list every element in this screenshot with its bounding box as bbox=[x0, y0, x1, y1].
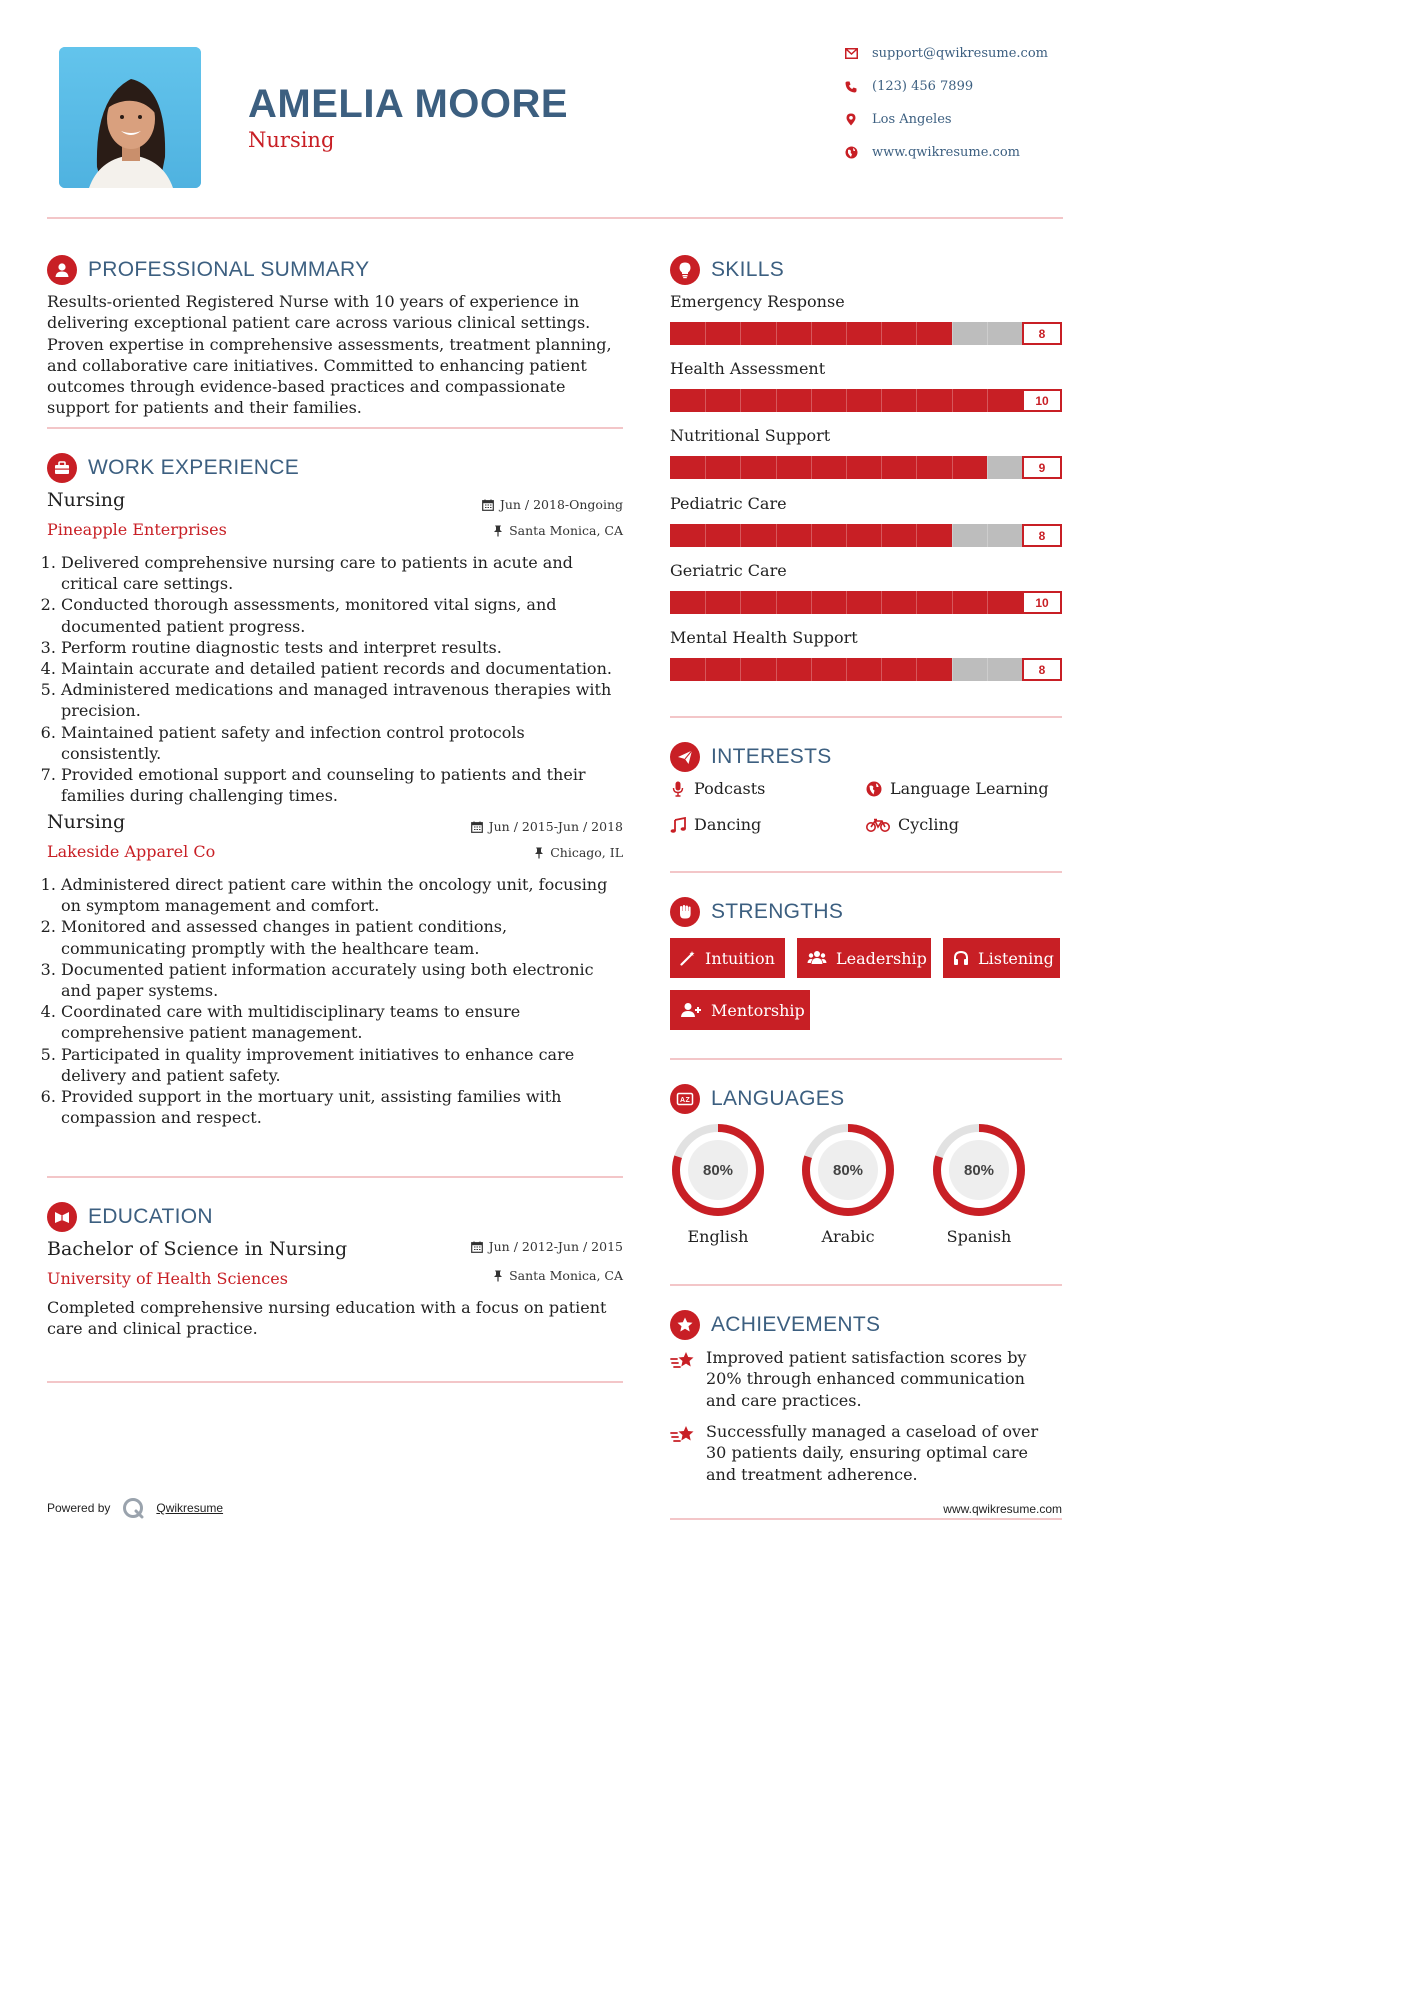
calendar-icon bbox=[471, 1241, 483, 1253]
strength-label: Intuition bbox=[705, 948, 775, 968]
interest-cycling bbox=[866, 815, 959, 834]
skill-bar bbox=[670, 658, 1062, 681]
interest-podcasts bbox=[670, 779, 765, 798]
footer-divider bbox=[670, 1518, 1062, 1520]
skill-score: 9 bbox=[1022, 456, 1062, 479]
candidate-name: AMELIA MOORE bbox=[248, 82, 569, 126]
skill-bar bbox=[670, 322, 1062, 345]
interests-divider bbox=[670, 871, 1062, 873]
interest-label: Cycling bbox=[898, 815, 960, 834]
section-strengths-title: STRENGTHS bbox=[711, 900, 844, 923]
education-dates-text: Jun / 2012-Jun / 2015 bbox=[488, 1239, 623, 1254]
skill-score: 8 bbox=[1022, 322, 1062, 345]
skill-bar-segment bbox=[987, 322, 988, 345]
job-1-dates-text: Jun / 2018-Ongoing bbox=[499, 497, 623, 512]
star-badge-icon bbox=[670, 1310, 700, 1340]
skill-label: Health Assessment bbox=[670, 359, 826, 378]
skill-bar-segment bbox=[846, 322, 847, 345]
list-item: 6. Maintained patient safety and infection control protocols consistently. bbox=[61, 722, 627, 764]
skill-bar-segment bbox=[987, 389, 988, 412]
graduation-icon bbox=[47, 1202, 77, 1232]
skill-bar-segment bbox=[916, 591, 917, 614]
pushpin-icon bbox=[534, 847, 544, 859]
skill-score: 8 bbox=[1022, 524, 1062, 547]
paper-plane-icon bbox=[670, 742, 700, 772]
skill-bar-segment bbox=[776, 456, 777, 479]
section-languages-title: LANGUAGES bbox=[711, 1087, 845, 1110]
skill-bar-segment bbox=[811, 524, 812, 547]
skill-bar-segment bbox=[952, 524, 953, 547]
skill-bar-segment bbox=[705, 591, 706, 614]
list-item: 4. Maintain accurate and detailed patient records and documentation. bbox=[61, 658, 627, 679]
job-2-title: Nursing bbox=[47, 811, 126, 833]
skill-label: Emergency Response bbox=[670, 292, 845, 311]
skill-bar-segment bbox=[776, 591, 777, 614]
footer-website[interactable]: www.qwikresume.com bbox=[943, 1502, 1062, 1516]
skill-bar-segment bbox=[987, 456, 988, 479]
language-ring bbox=[800, 1122, 896, 1218]
skill-bar-segment bbox=[846, 389, 847, 412]
map-pin-icon bbox=[844, 113, 858, 127]
strength-label: Mentorship bbox=[711, 1000, 805, 1020]
lightbulb-icon bbox=[670, 255, 700, 285]
job-1-dates bbox=[400, 497, 623, 512]
skill-bar-segment bbox=[846, 658, 847, 681]
summary-divider bbox=[47, 427, 623, 429]
skill-bar-segment bbox=[776, 322, 777, 345]
pushpin-icon bbox=[493, 1270, 503, 1282]
skill-bar-segment bbox=[846, 456, 847, 479]
phone-icon bbox=[844, 80, 858, 94]
skill-bar-segment bbox=[776, 658, 777, 681]
bicycle-icon bbox=[866, 817, 890, 833]
header-divider bbox=[47, 217, 1063, 219]
translate-icon bbox=[670, 1084, 700, 1114]
skill-label: Nutritional Support bbox=[670, 426, 831, 445]
skill-bar-fill bbox=[670, 456, 987, 479]
skill-bar-segment bbox=[952, 322, 953, 345]
skill-bar-segment bbox=[705, 389, 706, 412]
job-2-location bbox=[400, 845, 623, 860]
skill-bar-segment bbox=[705, 524, 706, 547]
skill-label: Geriatric Care bbox=[670, 561, 787, 580]
skill-bar bbox=[670, 389, 1062, 412]
svg-text:Z: Z bbox=[685, 1097, 690, 1104]
list-item: 5. Administered medications and managed intravenous therapies with precision. bbox=[61, 679, 627, 721]
education-dates bbox=[400, 1239, 623, 1254]
education-location-text: Santa Monica, CA bbox=[509, 1268, 623, 1283]
job-1-bullets bbox=[47, 552, 627, 806]
profile-photo bbox=[59, 47, 201, 188]
education-degree: Bachelor of Science in Nursing bbox=[47, 1238, 348, 1260]
envelope-icon bbox=[844, 47, 858, 61]
users-icon bbox=[807, 950, 827, 966]
list-item: 2. Monitored and assessed changes in patient conditions, communicating promptly with the healthcare team. bbox=[61, 916, 627, 958]
skill-bar-segment bbox=[916, 322, 917, 345]
skill-bar-fill bbox=[670, 389, 1062, 412]
skill-bar-segment bbox=[776, 389, 777, 412]
skill-bar-segment bbox=[952, 456, 953, 479]
education-text: Completed comprehensive nursing education with a focus on patient care and clinical practice. bbox=[47, 1298, 607, 1339]
skill-bar-segment bbox=[740, 322, 741, 345]
skill-bar-segment bbox=[881, 658, 882, 681]
pushpin-icon bbox=[493, 525, 503, 537]
skill-bar-fill bbox=[670, 591, 1062, 614]
skill-bar-segment bbox=[811, 322, 812, 345]
interest-label: Language Learning bbox=[890, 779, 1049, 798]
job-1-title: Nursing bbox=[47, 489, 126, 511]
strength-label: Listening bbox=[978, 948, 1054, 968]
section-interests-heading bbox=[670, 742, 832, 772]
interest-dancing bbox=[670, 815, 761, 834]
magic-wand-icon bbox=[680, 950, 696, 966]
skill-bar-segment bbox=[705, 658, 706, 681]
list-item: 4. Coordinated care with multidisciplinary teams to ensure comprehensive patient management. bbox=[61, 1001, 627, 1043]
skill-bar-segment bbox=[881, 389, 882, 412]
skill-score: 10 bbox=[1022, 591, 1062, 614]
section-achievements-heading bbox=[670, 1310, 880, 1340]
skill-bar-segment bbox=[811, 658, 812, 681]
languages-divider bbox=[670, 1284, 1062, 1286]
qwikresume-link[interactable]: Qwikresume bbox=[156, 1501, 224, 1515]
achievement-item bbox=[670, 1347, 1056, 1411]
skills-divider bbox=[670, 716, 1062, 718]
headphones-icon bbox=[953, 950, 969, 966]
interest-language-learning bbox=[866, 779, 1049, 798]
music-note-icon bbox=[670, 817, 686, 833]
language-name: Spanish bbox=[946, 1227, 1012, 1246]
language-ring bbox=[670, 1122, 766, 1218]
skill-score: 10 bbox=[1022, 389, 1062, 412]
strength-chip-leadership bbox=[797, 938, 931, 978]
list-item: 1. Administered direct patient care within the oncology unit, focusing on symptom management and comfort. bbox=[61, 874, 627, 916]
section-languages-heading bbox=[670, 1084, 844, 1114]
microphone-icon bbox=[670, 781, 686, 797]
skill-bar-segment bbox=[881, 322, 882, 345]
skill-bar bbox=[670, 591, 1062, 614]
section-education-heading bbox=[47, 1202, 213, 1232]
list-item: 7. Provided emotional support and counseling to patients and their families during challenging times. bbox=[61, 764, 627, 806]
section-education-title: EDUCATION bbox=[88, 1205, 213, 1228]
job-1-company: Pineapple Enterprises bbox=[47, 520, 227, 539]
powered-by-text: Powered by bbox=[47, 1501, 111, 1515]
list-item: 3. Perform routine diagnostic tests and interpret results. bbox=[61, 637, 627, 658]
section-skills-title: SKILLS bbox=[711, 258, 785, 281]
contact-website[interactable] bbox=[844, 145, 1020, 160]
skill-bar-segment bbox=[916, 658, 917, 681]
skill-bar-segment bbox=[881, 524, 882, 547]
contact-phone-text: (123) 456 7899 bbox=[872, 79, 974, 94]
shooting-star-icon bbox=[670, 1347, 696, 1411]
language-percent: 80% bbox=[832, 1162, 864, 1179]
section-skills-heading bbox=[670, 255, 784, 285]
list-item: 3. Documented patient information accurately using both electronic and paper systems. bbox=[61, 959, 627, 1001]
education-location bbox=[400, 1268, 623, 1283]
skill-bar-segment bbox=[705, 456, 706, 479]
skill-bar-segment bbox=[705, 322, 706, 345]
fist-icon bbox=[670, 897, 700, 927]
list-item: 5. Participated in quality improvement initiatives to enhance care delivery and patient safety. bbox=[61, 1044, 627, 1086]
contact-website-text: www.qwikresume.com bbox=[872, 145, 1020, 160]
interest-label: Dancing bbox=[694, 815, 762, 834]
skill-bar-segment bbox=[987, 658, 988, 681]
section-summary-heading bbox=[47, 255, 369, 285]
summary-text: Results-oriented Registered Nurse with 10 years of experience in delivering exceptional patient care across various clinical settings. Proven expertise in comprehensive assessments, treatment planning, and collaborative care initiatives. Committed to enhancing patient outcomes through evidence-based practices and compassionate support for patients and their families. bbox=[47, 292, 612, 418]
language-name: Arabic bbox=[821, 1227, 875, 1246]
section-summary-title: PROFESSIONAL SUMMARY bbox=[88, 258, 370, 281]
achievement-item bbox=[670, 1421, 1056, 1485]
section-interests-title: INTERESTS bbox=[711, 745, 832, 768]
skill-bar-segment bbox=[740, 389, 741, 412]
skill-bar bbox=[670, 456, 1062, 479]
footer-powered-by bbox=[47, 1497, 223, 1519]
job-2-dates-text: Jun / 2015-Jun / 2018 bbox=[488, 819, 623, 834]
strength-chip-mentorship bbox=[670, 990, 810, 1030]
skill-bar-segment bbox=[916, 389, 917, 412]
contact-location bbox=[844, 112, 952, 127]
language-name: English bbox=[687, 1227, 749, 1246]
skill-bar-segment bbox=[776, 524, 777, 547]
language-ring bbox=[931, 1122, 1027, 1218]
achievement-text: Improved patient satisfaction scores by 20% through enhanced communication and care practices. bbox=[706, 1348, 1027, 1410]
skill-bar-segment bbox=[916, 456, 917, 479]
candidate-role: Nursing bbox=[248, 128, 335, 152]
skill-label: Mental Health Support bbox=[670, 628, 858, 647]
education-school: University of Health Sciences bbox=[47, 1269, 288, 1288]
interest-label: Podcasts bbox=[694, 779, 766, 798]
list-item: 6. Provided support in the mortuary unit, assisting families with compassion and respect. bbox=[61, 1086, 627, 1128]
job-2-dates bbox=[400, 819, 623, 834]
job-2-bullets bbox=[47, 874, 627, 1128]
skill-bar-segment bbox=[846, 524, 847, 547]
skill-bar-segment bbox=[881, 456, 882, 479]
skill-bar-segment bbox=[916, 524, 917, 547]
list-item: 2. Conducted thorough assessments, monitored vital signs, and documented patient progress. bbox=[61, 594, 627, 636]
qwikresume-logo-icon bbox=[122, 1497, 146, 1519]
skill-bar-segment bbox=[811, 389, 812, 412]
section-work-title: WORK EXPERIENCE bbox=[88, 456, 300, 479]
skill-bar-segment bbox=[846, 591, 847, 614]
skill-bar-segment bbox=[987, 524, 988, 547]
skill-label: Pediatric Care bbox=[670, 494, 787, 513]
skill-bar-segment bbox=[740, 658, 741, 681]
language-percent: 80% bbox=[963, 1162, 995, 1179]
user-plus-icon bbox=[680, 1002, 702, 1018]
calendar-icon bbox=[482, 499, 494, 511]
section-work-heading bbox=[47, 453, 299, 483]
section-achievements-title: ACHIEVEMENTS bbox=[711, 1313, 881, 1336]
skill-bar-segment bbox=[811, 591, 812, 614]
skill-bar-segment bbox=[740, 524, 741, 547]
contact-location-text: Los Angeles bbox=[872, 112, 952, 127]
job-1-location-text: Santa Monica, CA bbox=[509, 523, 623, 538]
contact-email[interactable] bbox=[844, 46, 1048, 61]
skill-bar-segment bbox=[987, 591, 988, 614]
globe-icon bbox=[844, 146, 858, 160]
skill-bar-segment bbox=[740, 456, 741, 479]
job-2-company: Lakeside Apparel Co bbox=[47, 842, 216, 861]
education-divider bbox=[47, 1381, 623, 1383]
svg-text:A: A bbox=[680, 1097, 686, 1104]
skill-bar-segment bbox=[881, 591, 882, 614]
work-divider bbox=[47, 1176, 623, 1178]
strength-chip-intuition bbox=[670, 938, 785, 978]
strengths-divider bbox=[670, 1058, 1062, 1060]
user-icon bbox=[47, 255, 77, 285]
skill-bar-segment bbox=[740, 591, 741, 614]
section-strengths-heading bbox=[670, 897, 843, 927]
skill-bar-segment bbox=[811, 456, 812, 479]
skill-bar bbox=[670, 524, 1062, 547]
shooting-star-icon bbox=[670, 1421, 696, 1485]
skill-score: 8 bbox=[1022, 658, 1062, 681]
calendar-icon bbox=[471, 821, 483, 833]
skill-bar-segment bbox=[952, 658, 953, 681]
skill-bar-segment bbox=[952, 591, 953, 614]
briefcase-icon bbox=[47, 453, 77, 483]
job-2-location-text: Chicago, IL bbox=[550, 845, 623, 860]
contact-email-text: support@qwikresume.com bbox=[872, 46, 1048, 61]
language-percent: 80% bbox=[702, 1162, 734, 1179]
achievement-text: Successfully managed a caseload of over 30 patients daily, ensuring optimal care and treatment adherence. bbox=[706, 1422, 1039, 1484]
list-item: 1. Delivered comprehensive nursing care to patients in acute and critical care settings. bbox=[61, 552, 627, 594]
globe-icon bbox=[866, 781, 882, 797]
strength-chip-listening bbox=[943, 938, 1060, 978]
strength-label: Leadership bbox=[836, 948, 927, 968]
job-1-location bbox=[400, 523, 623, 538]
contact-phone[interactable] bbox=[844, 79, 973, 94]
skill-bar-segment bbox=[952, 389, 953, 412]
